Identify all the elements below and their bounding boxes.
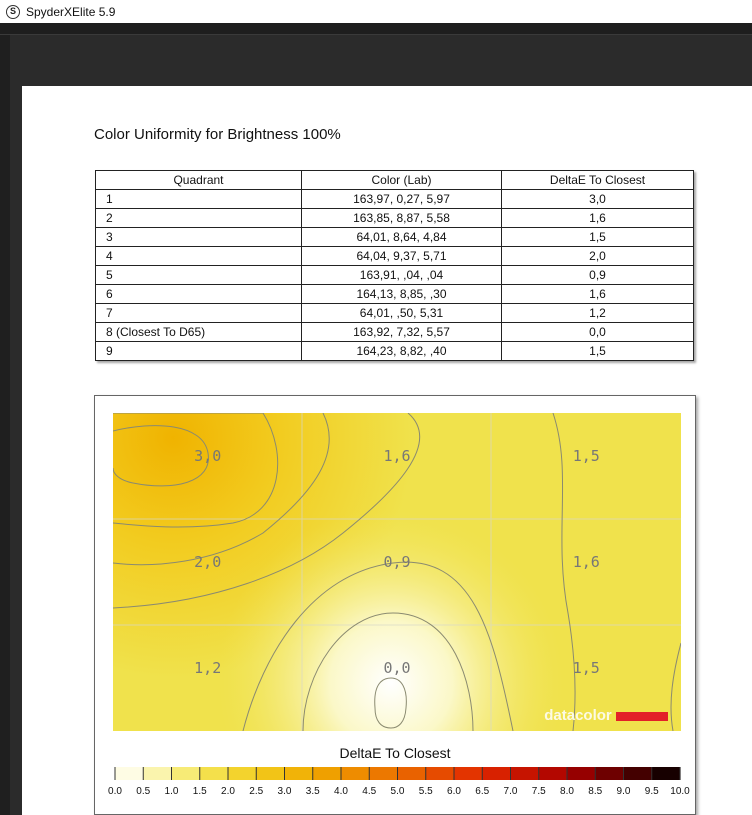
heatmap-cell-label: 1,5: [572, 659, 600, 677]
datacolor-watermark: datacolor: [544, 707, 612, 724]
cell-deltae: 2,0: [502, 247, 694, 266]
heatmap-cell-label: 1,6: [572, 553, 600, 571]
colorbar-segment: [539, 767, 568, 780]
table-row: [96, 323, 694, 342]
colorbar-tick-label: 2.5: [249, 786, 264, 797]
colorbar-segment: [313, 767, 342, 780]
cell-quadrant: 4: [96, 247, 302, 266]
colorbar-segment: [172, 767, 201, 780]
colorbar-segment: [228, 767, 257, 780]
header-deltae: DeltaE To Closest: [502, 171, 694, 190]
cell-quadrant: 2: [96, 209, 302, 228]
header-quadrant: Quadrant: [96, 171, 302, 190]
colorbar-segment: [256, 767, 285, 780]
heatmap-cell-label: 1,2: [194, 659, 222, 677]
cell-quadrant: 7: [96, 304, 302, 323]
colorbar-tick-label: 3.5: [305, 786, 320, 797]
colorbar-segment: [652, 767, 681, 780]
table-row: [96, 247, 694, 266]
cell-deltae: 1,6: [502, 285, 694, 304]
colorbar-tick-label: 9.5: [644, 786, 659, 797]
cell-deltae: 1,5: [502, 228, 694, 247]
heatmap-cell-label: 2,0: [194, 553, 222, 571]
colorbar-tick-label: 0.5: [136, 786, 151, 797]
colorbar-segment: [595, 767, 624, 780]
cell-quadrant: 8 (Closest To D65): [96, 323, 302, 342]
colorbar-segment: [115, 767, 144, 780]
heatmap-cell-label: 0,9: [383, 553, 411, 571]
cell-color-lab: 64,04, 9,37, 5,71: [302, 247, 502, 266]
colorbar-tick-label: 5.5: [418, 786, 433, 797]
cell-deltae: 3,0: [502, 190, 694, 209]
heatmap-cell-label: 1,5: [572, 447, 600, 465]
colorbar-segment: [426, 767, 455, 780]
colorbar-tick-label: 9.0: [616, 786, 631, 797]
colorbar-segment: [454, 767, 483, 780]
colorbar-tick-label: 1.0: [164, 786, 179, 797]
heatmap-cell-label: 3,0: [194, 447, 222, 465]
table-row: [96, 342, 694, 361]
heatmap-cell-label: 0,0: [383, 659, 411, 677]
cell-deltae: 1,2: [502, 304, 694, 323]
colorbar-tick-label: 2.0: [221, 786, 235, 797]
colorbar-tick-label: 6.0: [447, 786, 461, 797]
table-row: [96, 266, 694, 285]
window-title: SpyderXElite 5.9: [26, 4, 116, 19]
cell-color-lab: 163,85, 8,87, 5,58: [302, 209, 502, 228]
colorbar-tick-label: 4.5: [362, 786, 377, 797]
left-panel-strip: [0, 35, 10, 815]
colorbar-tick-label: 4.0: [334, 786, 348, 797]
table-row: [96, 304, 694, 323]
cell-color-lab: 64,01, ,50, 5,31: [302, 304, 502, 323]
heatmap-cell-label: 1,6: [383, 447, 411, 465]
report-title: Color Uniformity for Brightness 100%: [94, 126, 341, 143]
legend-title: DeltaE To Closest: [339, 745, 451, 761]
colorbar-segment: [398, 767, 427, 780]
cell-deltae: 0,0: [502, 323, 694, 342]
window-titlebar: [0, 0, 752, 23]
datacolor-red-bar: [616, 712, 668, 721]
spyder-app-icon: S: [6, 5, 20, 19]
cell-deltae: 0,9: [502, 266, 694, 285]
cell-quadrant: 1: [96, 190, 302, 209]
table-row: [96, 209, 694, 228]
cell-color-lab: 64,01, 8,64, 4,84: [302, 228, 502, 247]
cell-quadrant: 5: [96, 266, 302, 285]
header-color-lab: Color (Lab): [302, 171, 502, 190]
colorbar-segment: [285, 767, 314, 780]
colorbar-tick-label: 7.0: [503, 786, 518, 797]
colorbar-segment: [482, 767, 511, 780]
table-row: [96, 285, 694, 304]
colorbar-tick-label: 8.5: [588, 786, 603, 797]
cell-deltae: 1,5: [502, 342, 694, 361]
cell-quadrant: 6: [96, 285, 302, 304]
colorbar-segment: [511, 767, 540, 780]
cell-quadrant: 3: [96, 228, 302, 247]
cell-color-lab: 163,92, 7,32, 5,57: [302, 323, 502, 342]
uniformity-heatmap: [113, 413, 681, 731]
cell-color-lab: 163,97, 0,27, 5,97: [302, 190, 502, 209]
colorbar-tick-label: 7.5: [531, 786, 546, 797]
colorbar-tick-label: 6.5: [475, 786, 490, 797]
cell-color-lab: 164,23, 8,82, ,40: [302, 342, 502, 361]
colorbar-segment: [624, 767, 653, 780]
colorbar-tick-label: 8.0: [560, 786, 574, 797]
table-header-row: [96, 171, 694, 190]
colorbar-segment: [567, 767, 596, 780]
colorbar-segment: [369, 767, 398, 780]
toolbar-strip: [0, 23, 752, 35]
colorbar-segment: [143, 767, 172, 780]
table-row: [96, 228, 694, 247]
colorbar-tick-label: 10.0: [670, 786, 690, 797]
colorbar-tick-label: 5.0: [390, 786, 405, 797]
deltae-colorbar: [100, 765, 700, 805]
colorbar-tick-label: 1.5: [192, 786, 207, 797]
table-row: [96, 190, 694, 209]
cell-deltae: 1,6: [502, 209, 694, 228]
cell-quadrant: 9: [96, 342, 302, 361]
colorbar-tick-label: 3.0: [277, 786, 292, 797]
cell-color-lab: 164,13, 8,85, ,30: [302, 285, 502, 304]
cell-color-lab: 163,91, ,04, ,04: [302, 266, 502, 285]
colorbar-segment: [200, 767, 229, 780]
colorbar-tick-label: 0.0: [108, 786, 122, 797]
colorbar-segment: [341, 767, 370, 780]
uniformity-table: [95, 170, 694, 361]
